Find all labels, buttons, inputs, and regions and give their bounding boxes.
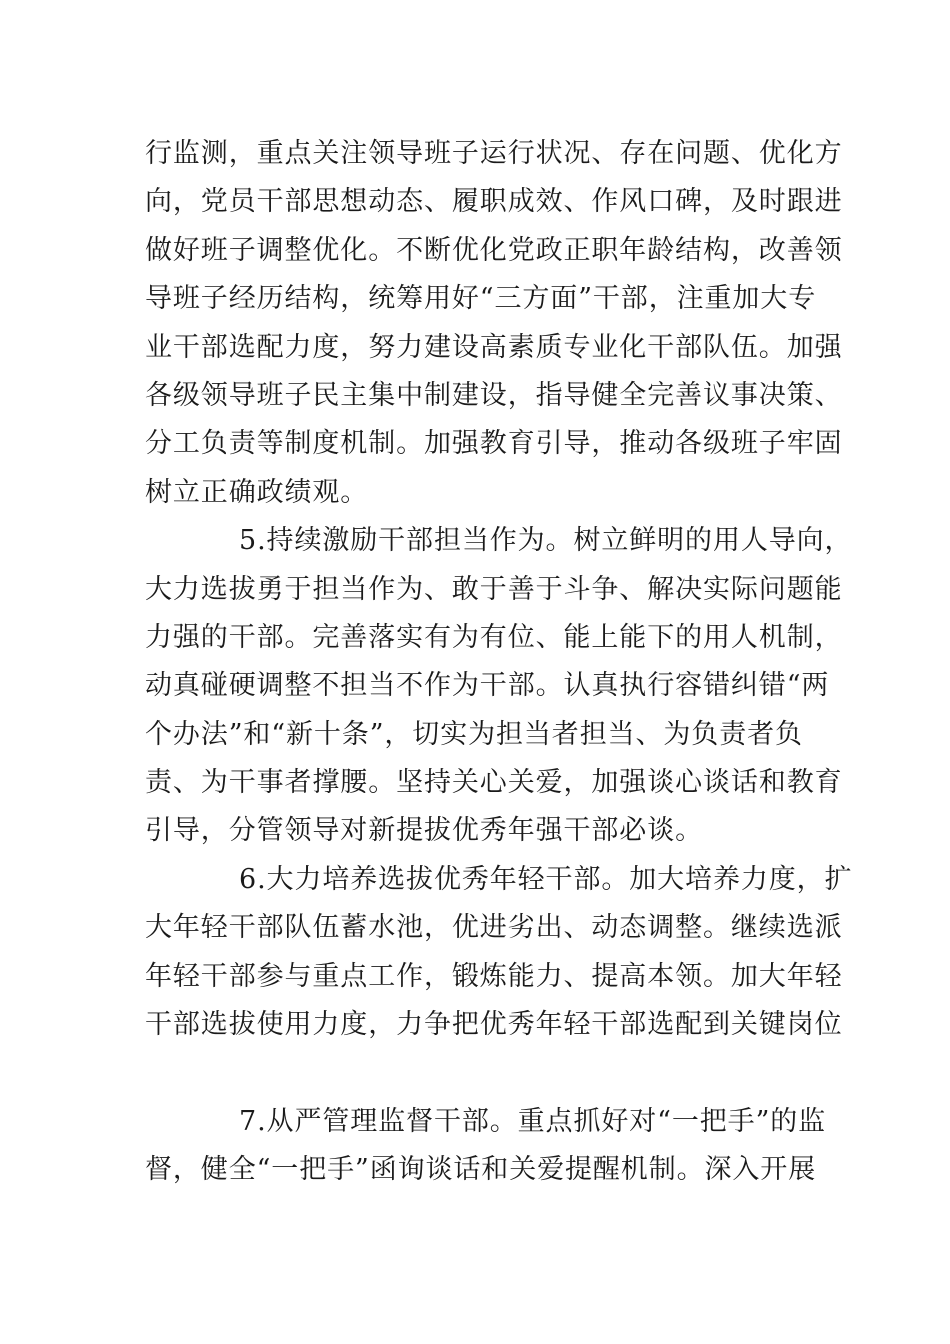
text-line: 力强的干部。完善落实有为有位、能上能下的用人机制， (145, 621, 843, 653)
text-line: 个办法”和“新十条”，切实为担当者担当、为负责者负 (145, 718, 803, 750)
text-line: 向，党员干部思想动态、履职成效、作风口碑，及时跟进 (145, 186, 843, 218)
text-line: 引导，分管领导对新提拔优秀年强干部必谈。 (145, 815, 703, 847)
document-body (145, 130, 853, 1195)
text-line: 各级领导班子民主集中制建设，指导健全完善议事决策、 (145, 379, 843, 411)
paragraph-heading-6: 6.大力培养选拔优秀年轻干部。加大培养力度，扩 (239, 863, 853, 895)
text-line: 年轻干部参与重点工作，锻炼能力、提高本领。加大年轻 (145, 960, 843, 992)
paragraph-heading-7: 7.从严管理监督干部。重点抓好对“一把手”的监 (239, 1105, 827, 1137)
text-line: 干部选拔使用力度，力争把优秀年轻干部选配到关键岗位 (145, 1009, 843, 1041)
text-line: 动真碰硬调整不担当不作为干部。认真执行容错纠错“两 (145, 670, 830, 702)
paragraph-gap (145, 1049, 811, 1097)
text-line: 导班子经历结构，统筹用好“三方面”干部，注重加大专 (145, 283, 817, 315)
text-line: 业干部选配力度，努力建设高素质专业化干部队伍。加强 (145, 331, 843, 363)
text-line: 行监测，重点关注领导班子运行状况、存在问题、优化方 (145, 138, 843, 169)
text-line: 督，健全“一把手”函询谈话和关爱提醒机制。深入开展 (145, 1154, 817, 1186)
text-line: 做好班子调整优化。不断优化党政正职年龄结构，改善领 (145, 234, 843, 266)
text-line: 责、为干事者撑腰。坚持关心关爱，加强谈心谈话和教育 (145, 767, 843, 799)
paragraph-heading-5: 5.持续激励干部担当作为。树立鲜明的用人导向， (239, 525, 853, 557)
text-line: 大力选拔勇于担当作为、敢于善于斗争、解决实际问题能 (145, 573, 843, 605)
text-line: 大年轻干部队伍蓄水池，优进劣出、动态调整。继续选派 (145, 912, 843, 944)
text-line: 树立正确政绩观。 (145, 476, 369, 508)
text-line: 分工负责等制度机制。加强教育引导，推动各级班子牢固 (145, 428, 843, 460)
